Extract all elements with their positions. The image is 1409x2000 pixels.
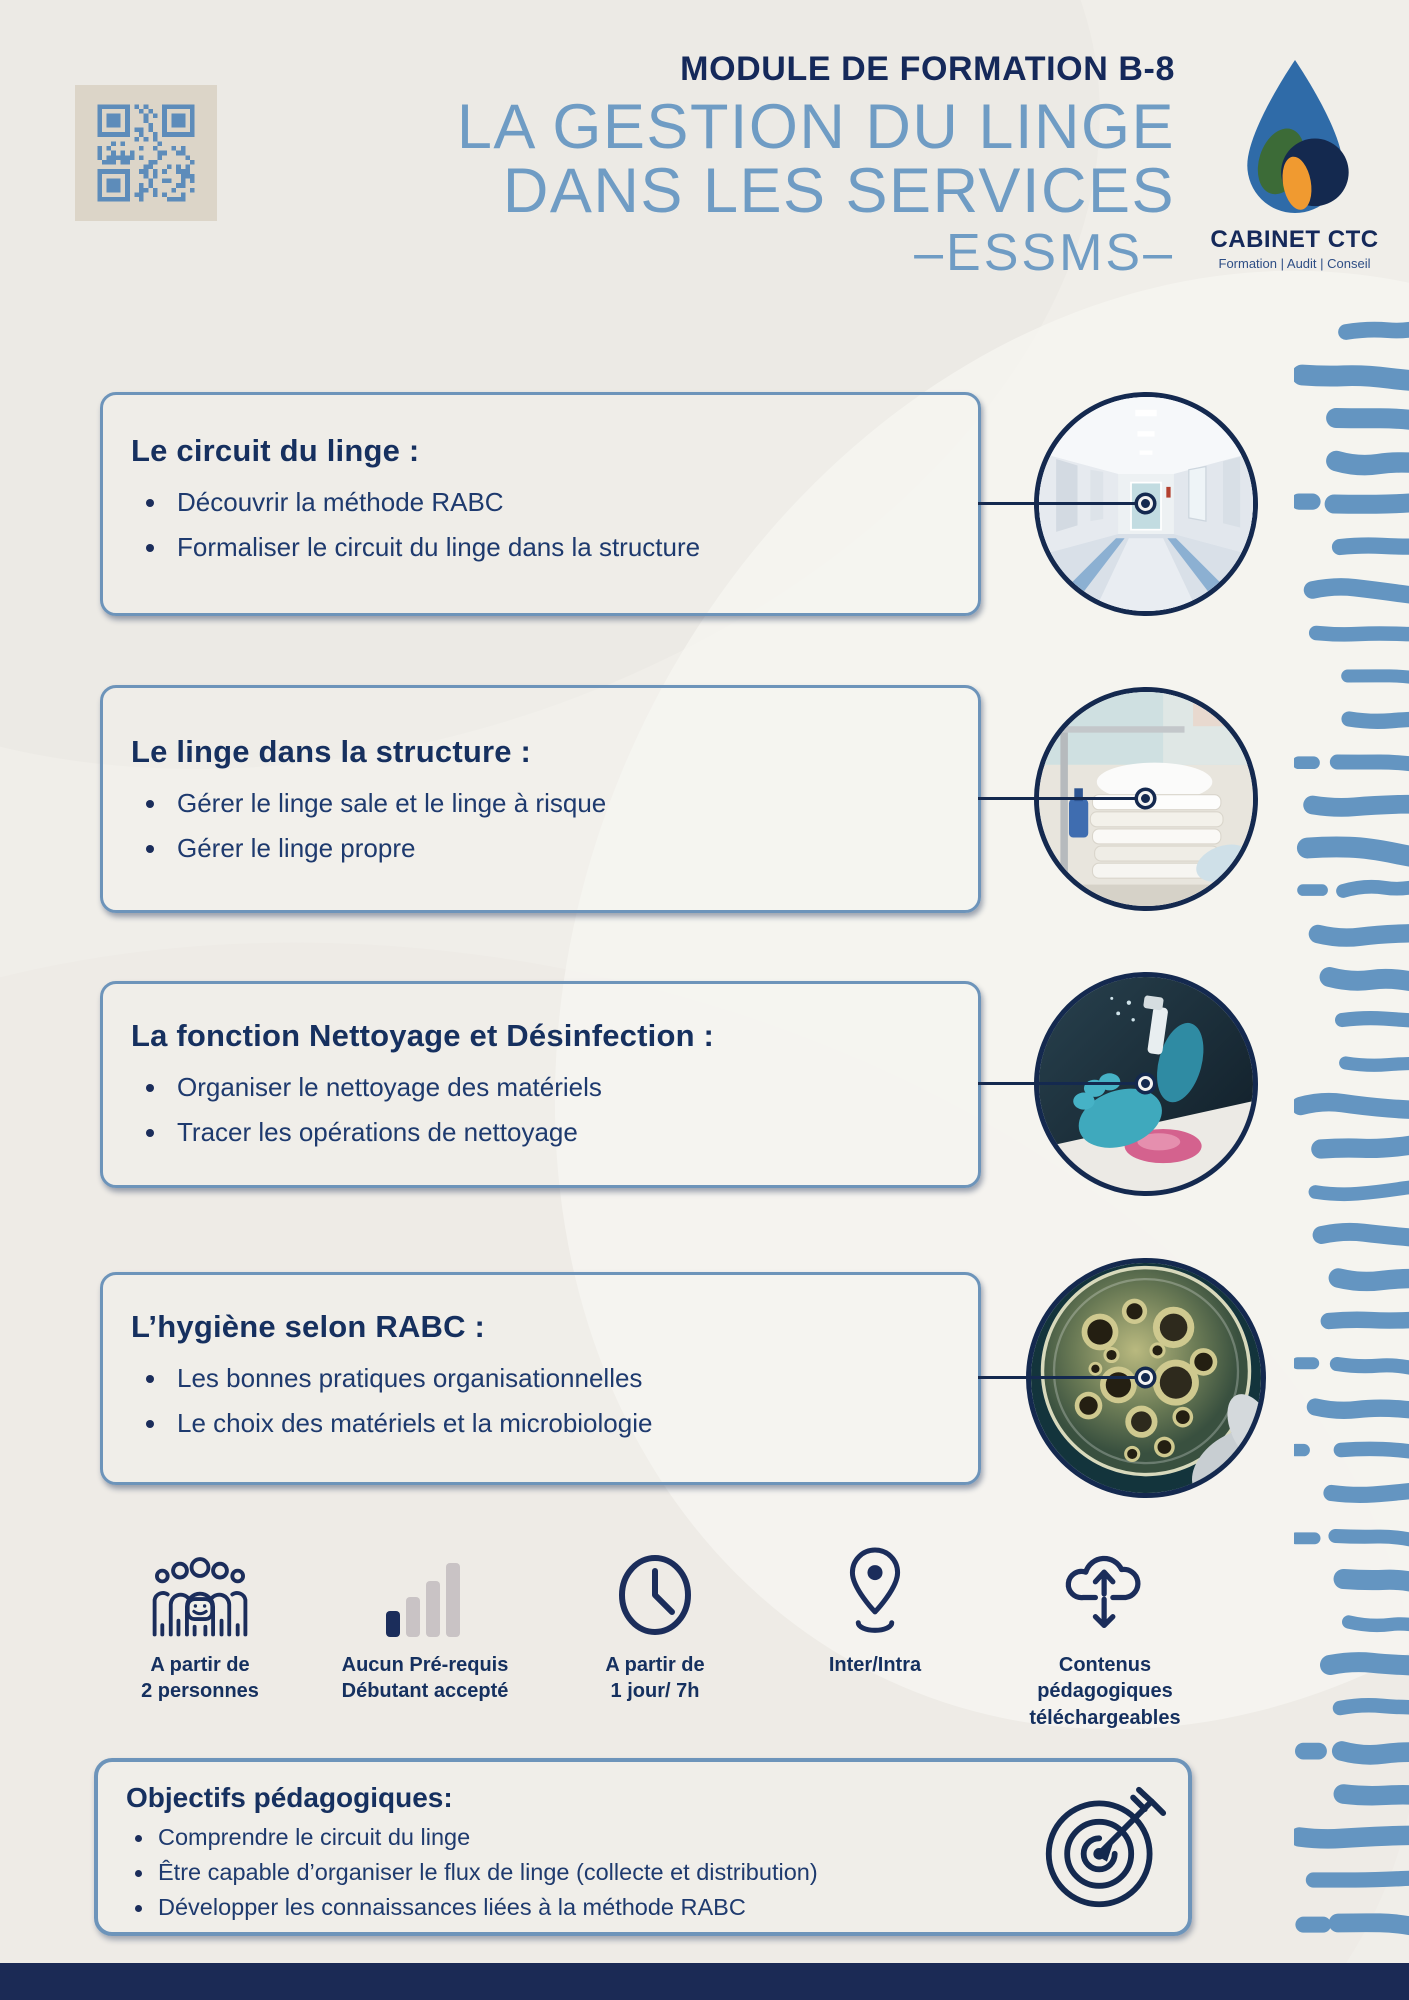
objectives-card <box>94 1758 1192 1936</box>
feature-label: Contenus pédagogiques téléchargeables <box>1029 1654 1181 1729</box>
bullet-item: Développer les connaissances liées à la méthode RABC <box>126 1894 1158 1921</box>
feature-label: A partir de 2 personnes <box>141 1654 259 1703</box>
page-title-line1: LA GESTION DU LINGE <box>456 92 1175 162</box>
target-arrow-icon <box>1041 1784 1169 1917</box>
section-title: La fonction Nettoyage et Désinfection : <box>131 1018 715 1053</box>
feature-downloadable-content <box>975 1545 1235 1731</box>
feature-label: Inter/Intra <box>828 1654 922 1676</box>
section-nettoyage-desinfection <box>100 981 981 1188</box>
section-bullets <box>131 487 948 563</box>
bullet-item: Le choix des matériels et la microbiologie <box>131 1408 948 1439</box>
bullet-item: Organiser le nettoyage des matériels <box>131 1072 948 1103</box>
section-hygiene-rabc <box>100 1272 981 1485</box>
water-drop-logo-icon <box>1234 58 1356 222</box>
module-label: MODULE DE FORMATION B-8 <box>680 50 1175 88</box>
skill-level-bars-icon <box>295 1545 555 1637</box>
section-bullets <box>131 1363 948 1439</box>
connector-dot <box>1138 791 1153 806</box>
bullet-item: Tracer les opérations de nettoyage <box>131 1117 948 1148</box>
connector-line <box>978 1376 1146 1379</box>
connector-dot <box>1138 1076 1153 1091</box>
qr-code <box>75 85 217 221</box>
connector-line <box>978 502 1146 505</box>
connector-line <box>978 1082 1146 1085</box>
connector-line <box>978 797 1146 800</box>
bullet-item: Être capable d’organiser le flux de linge (collecte et distribution) <box>126 1859 1158 1886</box>
bullet-item: Les bonnes pratiques organisationnelles <box>131 1363 948 1394</box>
header <box>250 50 1175 281</box>
bottom-bar <box>0 1963 1409 2000</box>
feature-prerequisites <box>295 1545 555 1705</box>
section-title: Le circuit du linge : <box>131 433 420 468</box>
fingerprint-graphic <box>1294 318 1409 1958</box>
page-title-line2: DANS LES SERVICES <box>502 156 1175 226</box>
people-group-icon <box>70 1545 330 1637</box>
location-pin-icon <box>745 1545 1005 1637</box>
section-linge-structure <box>100 685 981 913</box>
feature-label: Aucun Pré-requis Débutant accepté <box>341 1654 509 1703</box>
feature-min-participants <box>70 1545 330 1705</box>
cloud-download-icon <box>975 1545 1235 1637</box>
objectives-title: Objectifs pédagogiques: <box>126 1782 453 1813</box>
section-title: L’hygiène selon RABC : <box>131 1309 486 1344</box>
objectives-bullets <box>126 1824 1158 1921</box>
cabinet-ctc-logo <box>1192 58 1397 271</box>
bullet-item: Comprendre le circuit du linge <box>126 1824 1158 1851</box>
section-circuit-du-linge <box>100 392 981 616</box>
feature-label: A partir de 1 jour/ 7h <box>605 1654 705 1703</box>
section-title: Le linge dans la structure : <box>131 734 532 769</box>
connector-dot <box>1138 1370 1153 1385</box>
connector-dot <box>1138 496 1153 511</box>
page-title-essms: –ESSMS– <box>914 224 1175 282</box>
section-bullets <box>131 1072 948 1148</box>
bullet-item: Découvrir la méthode RABC <box>131 487 948 518</box>
section-bullets <box>131 788 948 864</box>
feature-location <box>745 1545 1005 1678</box>
logo-name: CABINET CTC <box>1210 226 1379 253</box>
bullet-item: Formaliser le circuit du linge dans la structure <box>131 532 948 563</box>
logo-tagline: Formation | Audit | Conseil <box>1218 256 1371 271</box>
bullet-item: Gérer le linge sale et le linge à risque <box>131 788 948 819</box>
bullet-item: Gérer le linge propre <box>131 833 948 864</box>
